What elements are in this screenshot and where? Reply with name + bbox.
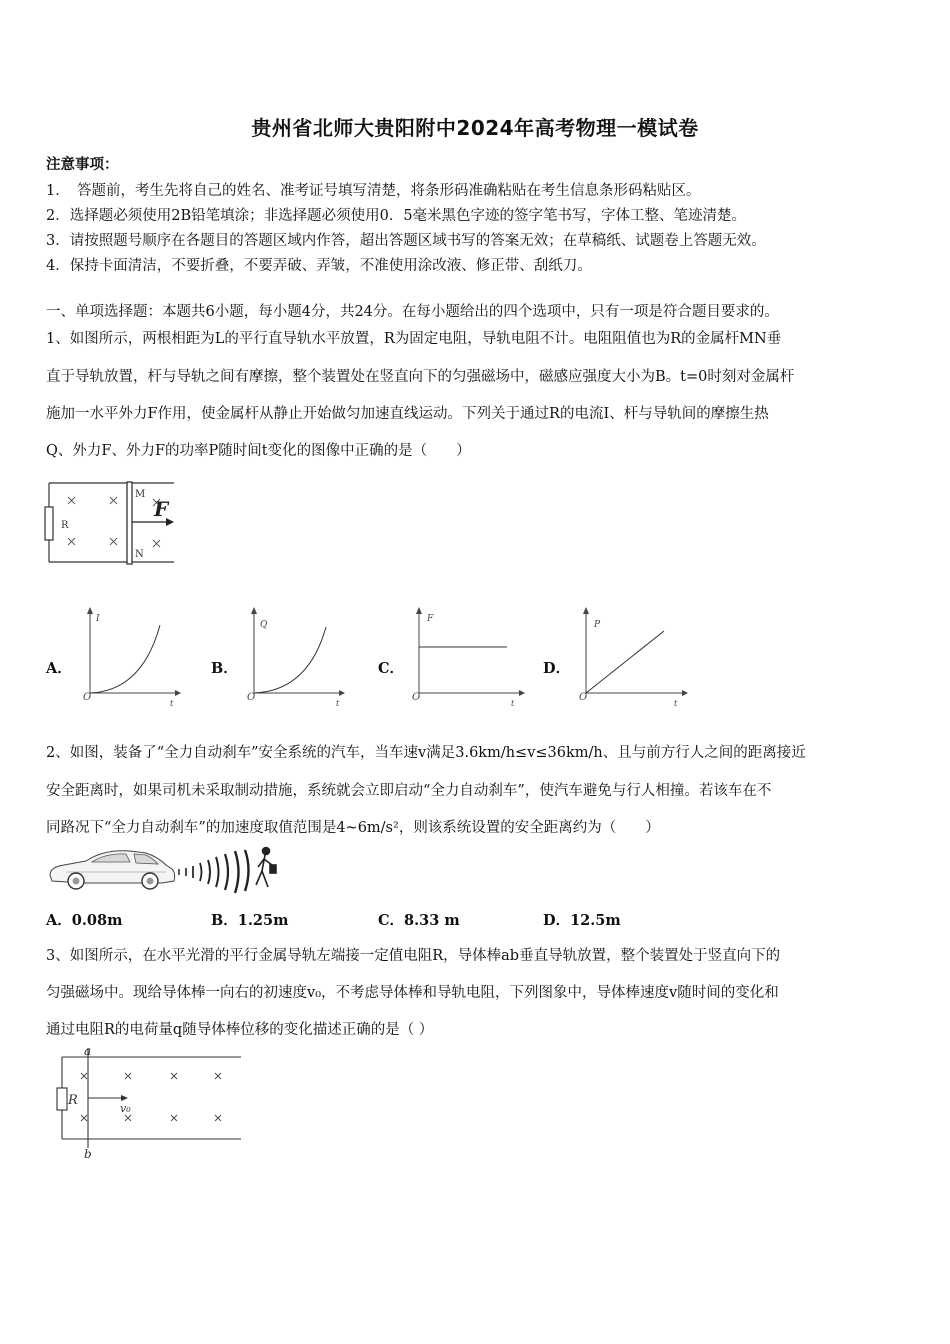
q1-option-d-label: D． bbox=[543, 660, 571, 677]
q2-car-pedestrian-figure bbox=[46, 845, 281, 893]
q2-option-b: B．1.25m bbox=[211, 912, 289, 929]
q3-line-3: 通过电阻R的电荷量q随导体棒位移的变化描述正确的是（ ） bbox=[46, 1022, 434, 1038]
q1-a-xaxis: t bbox=[170, 699, 174, 708]
q2-line-1: 2、如图，装备了“全力自动刹车”安全系统的汽车，当车速v满足3.6km/h≤v≤36km/h、且与前方行人之间的距离接近 bbox=[46, 745, 806, 761]
notice-item-2: 2．选择题必须使用2B铅笔填涂；非选择题必须使用0．5毫米黑色字迹的签字笔书写，字体工整、笔迹清楚。 bbox=[46, 208, 747, 224]
q2-option-d: D．12.5m bbox=[543, 912, 621, 929]
q1-a-origin: O bbox=[83, 692, 92, 703]
q1-option-b-label: B． bbox=[211, 660, 238, 677]
q3-b-label: b bbox=[84, 1147, 92, 1161]
q1-line-4: Q、外力F、外力F的功率P随时间t变化的图像中正确的是（ ） bbox=[46, 443, 471, 459]
q1-option-c-graph bbox=[411, 605, 526, 710]
pedestrian-icon bbox=[256, 848, 276, 888]
q3-line-1: 3、如图所示，在水平光滑的平行金属导轨左端接一定值电阻R，导体棒ab垂直导轨放置，整个装置处于竖直向下的 bbox=[46, 948, 781, 964]
q1-n-label: N bbox=[135, 549, 144, 560]
q1-resistor-label: R bbox=[61, 520, 69, 531]
q2-line-3: 同路况下“全力自动刹车”的加速度取值范围是4~6m/s²，则该系统设置的安全距离约为（ ） bbox=[46, 820, 660, 836]
section-1-heading: 一、单项选择题：本题共6小题，每小题4分，共24分。在每小题给出的四个选项中，只有一项是符合题目要求的。 bbox=[46, 304, 779, 320]
q1-option-d-graph bbox=[578, 605, 690, 710]
q3-resistor-label: R bbox=[68, 1093, 78, 1108]
q1-force-label: F bbox=[154, 497, 169, 521]
signal-waves-icon bbox=[179, 850, 249, 893]
q1-d-yaxis: P bbox=[594, 620, 601, 630]
q3-a-label: a bbox=[84, 1044, 92, 1058]
q1-option-a-graph bbox=[82, 605, 182, 710]
q1-line-2: 直于导轨放置，杆与导轨之间有摩擦，整个装置处在竖直向下的匀强磁场中，磁感应强度大小为B。t=0时刻对金属杆 bbox=[46, 369, 795, 385]
q1-line-3: 施加一水平外力F作用，使金属杆从静止开始做匀加速直线运动。下列关于通过R的电流I、杆与导轨间的摩擦生热 bbox=[46, 406, 769, 422]
q3-circuit-figure bbox=[46, 1044, 246, 1160]
q1-option-a-label: A． bbox=[46, 660, 72, 677]
q1-d-origin: O bbox=[579, 692, 588, 703]
q3-velocity-label: v₀ bbox=[120, 1102, 131, 1115]
q2-line-2: 安全距离时，如果司机未采取制动措施，系统就会立即启动“全力自动刹车”，使汽车避免与行人相撞。若该车在不 bbox=[46, 783, 772, 799]
q1-d-xaxis: t bbox=[674, 699, 678, 708]
q1-b-yaxis: Q bbox=[260, 620, 268, 630]
q1-b-xaxis: t bbox=[336, 699, 340, 708]
page-title: 贵州省北师大贵阳附中2024年高考物理一模试卷 bbox=[251, 116, 699, 140]
q1-option-c-label: C． bbox=[378, 660, 405, 677]
q2-option-a: A．0.08m bbox=[46, 912, 123, 929]
notice-item-1: 1． 答题前，考生先将自己的姓名、准考证号填写清楚，将条形码准确粘贴在考生信息条形码粘贴区。 bbox=[46, 183, 701, 199]
q1-c-xaxis: t bbox=[511, 699, 515, 708]
q1-c-yaxis: F bbox=[427, 614, 434, 624]
q1-m-label: M bbox=[135, 489, 146, 500]
q1-option-b-graph bbox=[246, 605, 346, 710]
q1-a-yaxis: I bbox=[96, 614, 100, 624]
notice-item-4: 4．保持卡面清洁，不要折叠，不要弄破、弄皱，不准使用涂改液、修正带、刮纸刀。 bbox=[46, 258, 592, 274]
q1-c-origin: O bbox=[412, 692, 421, 703]
q1-circuit-figure bbox=[44, 478, 194, 568]
q1-line-1: 1、如图所示，两根相距为L的平行直导轨水平放置，R为固定电阻，导轨电阻不计。电阻阻值也为R的金属杆MN垂 bbox=[46, 331, 782, 347]
q2-option-c: C．8.33 m bbox=[378, 912, 460, 929]
notice-heading: 注意事项： bbox=[46, 156, 119, 173]
notice-item-3: 3．请按照题号顺序在各题目的答题区域内作答，超出答题区域书写的答案无效；在草稿纸、试题卷上答题无效。 bbox=[46, 233, 766, 249]
car-icon bbox=[50, 851, 175, 889]
q1-b-origin: O bbox=[247, 692, 256, 703]
q3-line-2: 匀强磁场中。现给导体棒一向右的初速度v₀，不考虑导体棒和导轨电阻，下列图象中，导体棒速度v随时间的变化和 bbox=[46, 985, 779, 1001]
